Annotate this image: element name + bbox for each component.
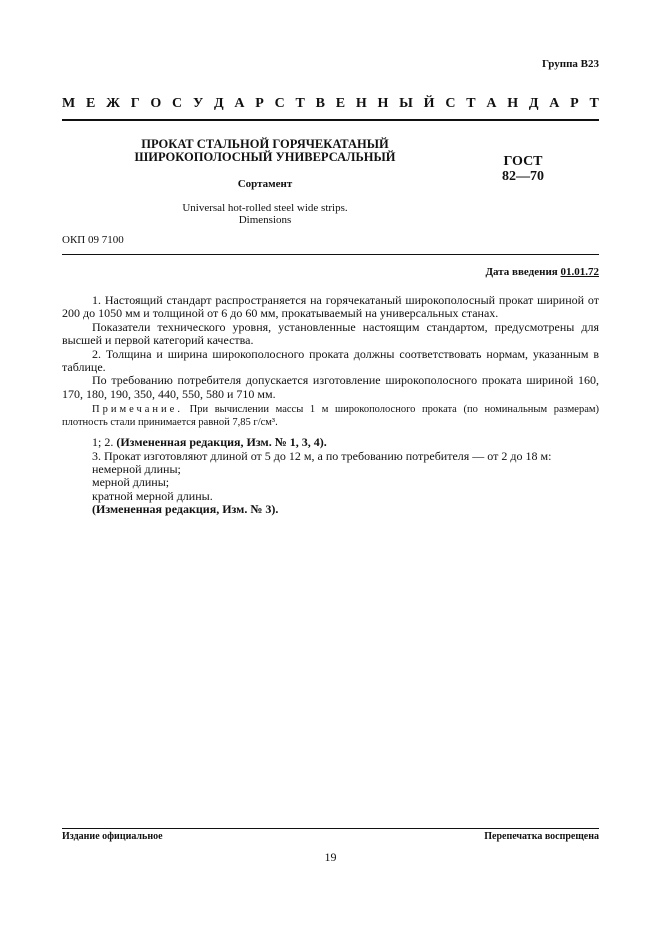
standard-title-letter: С: [274, 96, 285, 111]
amendment-1: [62, 436, 599, 449]
group-code: Группа В23: [541, 58, 599, 70]
amendment-1-prefix: 1; 2.: [92, 435, 114, 450]
title-line-2: ШИРОКОПОЛОСНЫЙ УНИВЕРСАЛЬНЫЙ: [134, 150, 396, 164]
english-title-line-2: Dimensions: [238, 214, 292, 226]
bottom-rule: [62, 828, 599, 829]
paragraph-4: По требованию потребителя допускается изготовление широкополосного проката шириной 160, 170, 180, 190, 350, 440, 550, 580 и 710 мм.: [62, 373, 599, 401]
note-label: Примечание.: [92, 404, 183, 416]
note: [62, 404, 599, 429]
paragraph-1: 1. Настоящий стандарт распространяется на горячекатаный широкополосный прокат шириной от 200 до 1050 мм и толщиной от 6 до 60 мм, прокатываемый на универсальных станах.: [62, 293, 599, 321]
standard-title-letter: Р: [255, 96, 264, 111]
list-item: кратной мерной длины.: [92, 488, 213, 503]
document-body: [62, 294, 599, 517]
standard-title-letter: Д: [213, 96, 224, 111]
standard-title-letter: Н: [355, 96, 367, 111]
document-subtitle: Сортамент: [237, 178, 293, 190]
standard-title-letter: Ж: [106, 96, 120, 111]
standard-title-letter: А: [234, 96, 245, 111]
title-line-1: ПРОКАТ СТАЛЬНОЙ ГОРЯЧЕКАТАНЫЙ: [141, 137, 389, 151]
standard-title-letter: О: [150, 96, 162, 111]
standard-title-letter: Т: [466, 96, 476, 111]
standard-title-letter: Е: [85, 96, 96, 111]
okp-code: ОКП 09 7100: [62, 234, 124, 246]
reprint-note: Перепечатка воспрещена: [484, 831, 599, 842]
standard-title-letter: Т: [589, 96, 599, 111]
note-text: При вычислении массы 1 м широкополосного проката (по номинальным размерам) плотность стали принимается равной 7,85 г/см³.: [62, 404, 600, 428]
english-title-line-1: Universal hot-rolled steel wide strips.: [182, 202, 348, 214]
standard-title-letter: Г: [130, 96, 140, 111]
standard-title-letter: Н: [507, 96, 519, 111]
standard-title-letter: С: [172, 96, 183, 111]
standard-title-letter: У: [192, 96, 204, 111]
standard-title-letter: А: [549, 96, 560, 111]
amendment-1-text: (Измененная редакция, Изм. № 1, 3, 4).: [116, 435, 327, 450]
standard-title-letter: Р: [570, 96, 579, 111]
date-label: Дата введения: [485, 266, 558, 278]
standard-title-letter: Ы: [399, 96, 413, 111]
top-rule: [62, 119, 599, 121]
gost-label: ГОСТ: [503, 154, 543, 169]
paragraph-5: 3. Прокат изготовляют длиной от 5 до 12 м, а по требованию потребителя — от 2 до 18 м:: [92, 448, 552, 463]
standard-title: [62, 96, 599, 112]
standard-title-letter: М: [62, 96, 76, 111]
standard-title-letter: А: [486, 96, 497, 111]
paragraph-3: 2. Толщина и ширина широкополосного проката должны соответствовать нормам, указанным в таблице.: [62, 346, 599, 375]
standard-title-letter: В: [315, 96, 325, 111]
gost-code: 82—70: [502, 169, 544, 184]
standard-title-letter: Й: [423, 96, 435, 111]
standard-title-letter: Т: [295, 96, 305, 111]
amendment-2: (Измененная редакция, Изм. № 3).: [92, 502, 279, 517]
paragraph-2: Показатели технического уровня, установленные настоящим стандартом, предусмотрены для высшей и первой категорий качества.: [62, 319, 599, 348]
date-value: 01.01.72: [560, 266, 599, 278]
standard-title-letter: Е: [335, 96, 346, 111]
list-item: мерной длины;: [92, 475, 170, 490]
gost-number: [488, 154, 558, 184]
introduction-date: [485, 266, 599, 278]
standard-title-letter: С: [445, 96, 456, 111]
list-item: немерной длины;: [92, 462, 181, 477]
document-title: [0, 138, 530, 164]
middle-rule: [62, 254, 599, 255]
standard-title-letter: Н: [377, 96, 389, 111]
english-title: [0, 202, 530, 226]
page-number: 19: [324, 850, 337, 864]
edition-note: Издание официальное: [62, 831, 163, 842]
standard-title-letter: Д: [528, 96, 539, 111]
